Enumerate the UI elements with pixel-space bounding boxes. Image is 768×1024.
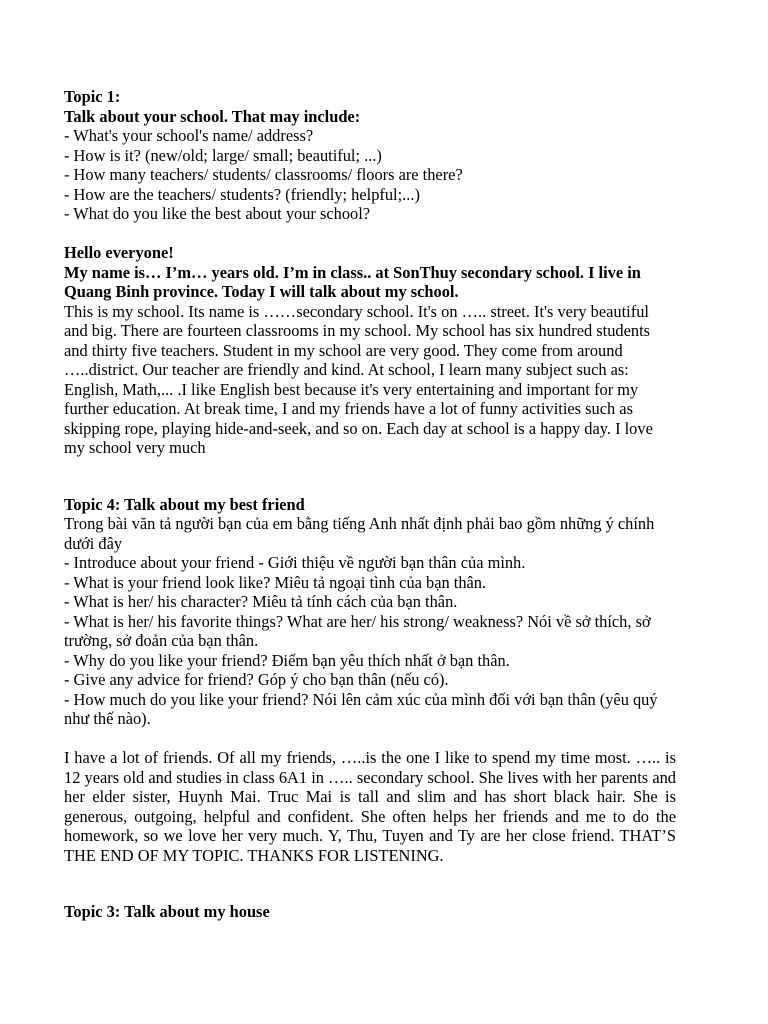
topic4-bullet: - What is her/ his favorite things? What are her/ his strong/ weakness? Nói về sở thích, sở trường, sở đoản của bạn thân. xyxy=(64,611,651,650)
topic1-intro: My name is… I’m… years old. I’m in class.. at SonThuy secondary school. I live in Quang Binh province. Today I will talk about my school. xyxy=(64,262,641,301)
topic1-greeting: Hello everyone! xyxy=(64,243,174,262)
topic3-heading: Topic 3: Talk about my house xyxy=(64,902,270,921)
topic1-bullet: - How are the teachers/ students? (friendly; helpful;...) xyxy=(64,184,420,204)
topic4-bullet: - How much do you like your friend? Nói lên cảm xúc của mình đối với bạn thân (yêu quý như thế nào). xyxy=(64,689,658,728)
topic4-heading: Topic 4: Talk about my best friend xyxy=(64,494,305,514)
topic1-heading: Topic 1: xyxy=(64,87,121,106)
topic1-subheading: Talk about your school. That may include: xyxy=(64,106,361,126)
topic4-bullet: - What is your friend look like? Miêu tả ngoại tình của bạn thân. xyxy=(64,572,487,592)
topic1-bullet: - What's your school's name/ address? xyxy=(64,126,314,145)
topic4-bullet: - Introduce about your friend - Giới thiệu về người bạn thân của mình. xyxy=(64,553,526,572)
document-page xyxy=(64,87,676,922)
topic4-bullet: - Give any advice for friend? Góp ý cho bạn thân (nếu có). xyxy=(64,670,449,689)
topic1-bullet: - How is it? (new/old; large/ small; beautiful; ...) xyxy=(64,145,382,165)
topic4-intro: Trong bài văn tả người bạn của em bằng tiếng Anh nhất định phải bao gồm những ý chính dưới đây xyxy=(64,514,655,553)
topic4-bullet: - What is her/ his character? Miêu tả tính cách của bạn thân. xyxy=(64,592,458,611)
topic1-bullet: - How many teachers/ students/ classrooms/ floors are there? xyxy=(64,165,463,184)
topic4-bullet: - Why do you like your friend? Điểm bạn yêu thích nhất ở bạn thân. xyxy=(64,650,510,670)
topic1-body: This is my school. Its name is ……secondary school. It's on ….. street. It's very beautiful and big. There are fourteen classrooms in my school. My school has six hundred students and thirty five teachers. Student in my school are very good. They come from around …..district. Our teacher are friendly and kind. At school, I learn many subject such as: English, Math,... .I like English best because it's very entertaining and important for my further education. At break time, I and my friends have a lot of funny activities such as skipping rope, playing hide-and-seek, and so on. Each day at school is a happy day. I love my school very much xyxy=(64,301,653,457)
topic1-bullet: - What do you like the best about your school? xyxy=(64,204,371,223)
topic4-body: I have a lot of friends. Of all my friends, …..is the one I like to spend my time most. ….. is 12 years old and studies in class 6A1 in ….. secondary school. She lives with her parents and her elder sister, Huynh Mai. Truc Mai is tall and slim and has short black hair. She is generous, outgoing, helpful and confident. She often helps her friends and me to do the homework, so we love her very much. Y, Thu, Tuyen and Ty are her close friend. THAT’S THE END OF MY TOPIC. THANKS FOR LISTENING. xyxy=(64,748,676,865)
